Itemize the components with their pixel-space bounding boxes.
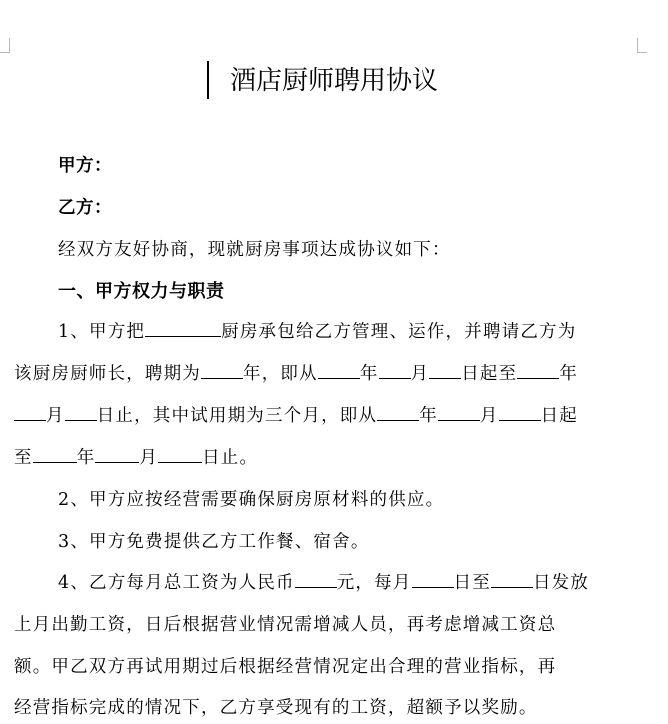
- clause-1-line-4[interactable]: 至 年 月 日止。: [14, 448, 259, 468]
- document-title[interactable]: 酒店厨师聘用协议: [229, 66, 438, 96]
- clause-4-line-1[interactable]: 4、乙方每月总工资为人民币 元，每月 日至 日发放: [58, 573, 590, 593]
- clause-4-line-3[interactable]: 额。甲乙双方再试用期过后根据经营情况定出合理的营业指标，再: [14, 657, 557, 677]
- blank-field[interactable]: [65, 419, 97, 421]
- blank-field[interactable]: [318, 377, 360, 379]
- blank-field[interactable]: [429, 377, 461, 379]
- blank-field[interactable]: [412, 586, 454, 588]
- party-a-label[interactable]: 甲方：: [58, 156, 112, 176]
- blank-field[interactable]: [438, 419, 480, 421]
- blank-field[interactable]: [33, 461, 77, 463]
- blank-field[interactable]: [377, 419, 419, 421]
- blank-field[interactable]: [95, 461, 139, 463]
- clause-3[interactable]: 3、甲方免费提供乙方工作餐、宿舍。: [58, 532, 370, 552]
- blank-field[interactable]: [145, 335, 221, 337]
- blank-field[interactable]: [517, 377, 559, 379]
- blank-field[interactable]: [158, 461, 202, 463]
- page-corner-marker-top-left: [0, 38, 10, 53]
- blank-field[interactable]: [295, 586, 337, 588]
- intro-paragraph[interactable]: 经双方友好协商，现就厨房事项达成协议如下：: [58, 240, 451, 260]
- clause-4-line-2[interactable]: 上月出勤工资，日后根据营业情况需增减人员，再考虑增减工资总: [14, 615, 557, 635]
- clause-1-line-3[interactable]: 月 日止，其中试用期为三个月，即从 年 月 日起: [14, 402, 638, 427]
- section-1-heading[interactable]: 一、甲方权力与职责: [58, 281, 225, 302]
- blank-field[interactable]: [499, 419, 541, 421]
- party-b-label[interactable]: 乙方：: [58, 198, 112, 218]
- page-corner-marker-top-right: [637, 38, 647, 53]
- clause-1-line-1[interactable]: 1、甲方把 厨房承包给乙方管理、运作，并聘请乙方为: [58, 322, 577, 342]
- clause-2[interactable]: 2、甲方应按经营需要确保厨房原材料的供应。: [58, 490, 445, 510]
- blank-field[interactable]: [14, 419, 46, 421]
- blank-field[interactable]: [379, 377, 411, 379]
- blank-field[interactable]: [201, 377, 243, 379]
- blank-field[interactable]: [491, 586, 533, 588]
- clause-1-line-2[interactable]: 该厨房厨师长，聘期为 年，即从 年 月 日起至 年: [14, 364, 579, 384]
- clause-4-line-4[interactable]: 经营指标完成的情况下，乙方享受现有的工资，超额予以奖励。: [14, 698, 538, 718]
